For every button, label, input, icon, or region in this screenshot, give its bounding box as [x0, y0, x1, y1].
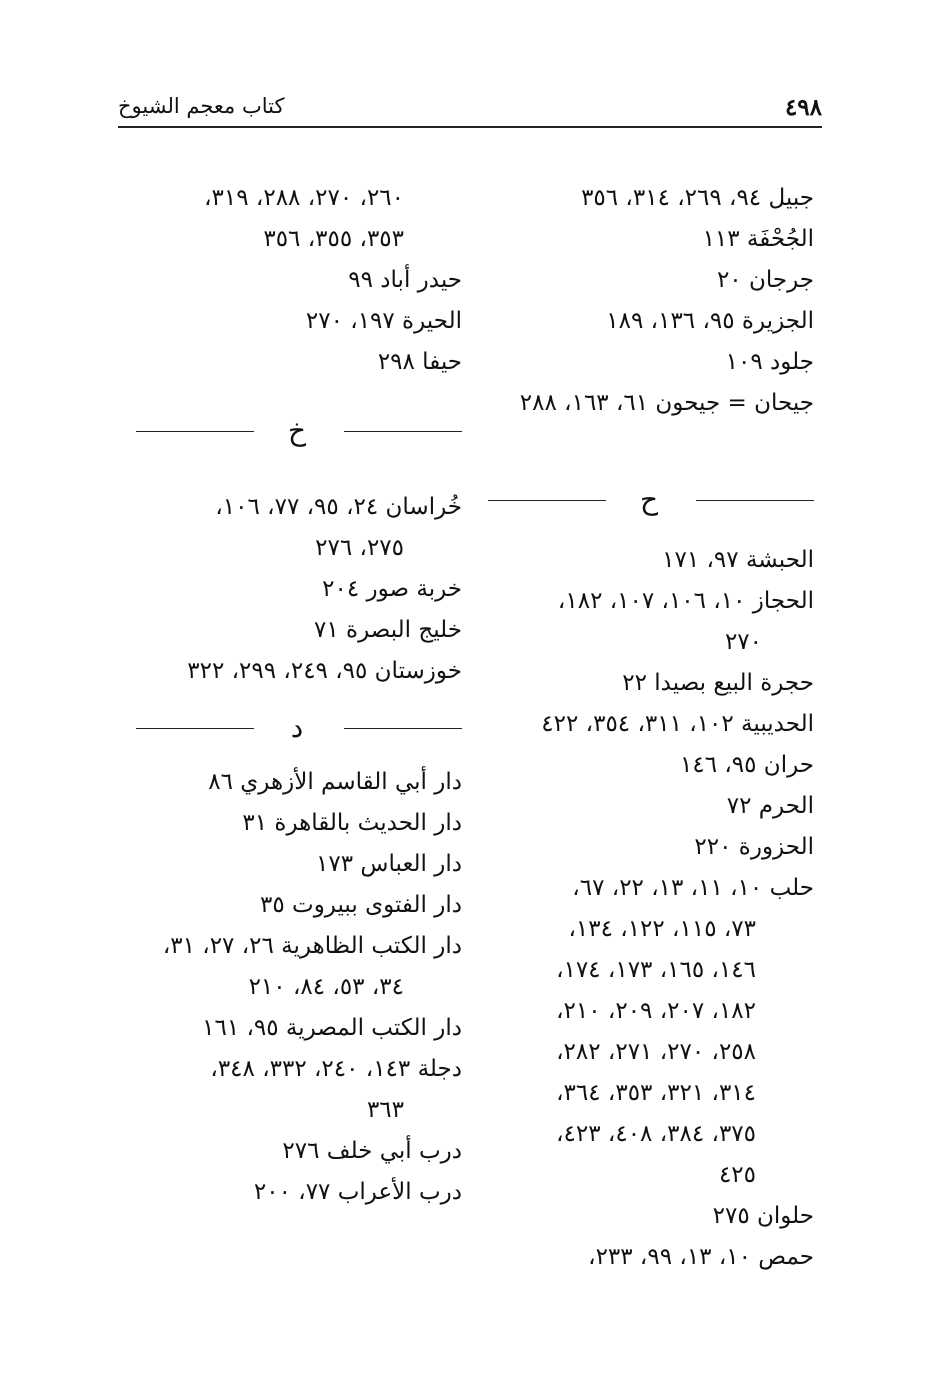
index-entry-continuation: ٢٥٨، ٢٧٠، ٢٧١، ٢٨٢،	[556, 1039, 756, 1065]
index-entry: حجرة البيع بصيدا ٢٢	[622, 670, 814, 696]
index-entry: الحزورة ٢٢٠	[694, 834, 814, 860]
index-entry: دجلة ١٤٣، ٢٤٠، ٣٣٢، ٣٤٨،	[210, 1056, 462, 1082]
index-entry: حيدر أباد ٩٩	[348, 267, 462, 293]
section-heading-khaa	[132, 405, 462, 457]
header-rule	[118, 126, 822, 128]
page-header	[118, 94, 822, 124]
index-entry-continuation: ٣٥٣، ٣٥٥، ٣٥٦	[263, 226, 404, 252]
index-entry: الجزيرة ٩٥، ١٣٦، ١٨٩	[606, 308, 814, 334]
section-letter: خ	[287, 414, 307, 447]
index-entry-continuation: ١٨٢، ٢٠٧، ٢٠٩، ٢١٠،	[556, 998, 756, 1024]
index-entry: حمص ١٠، ١٣، ٩٩، ٢٣٣،	[588, 1244, 814, 1270]
index-entry: دار الفتوى ببيروت ٣٥	[260, 892, 462, 918]
index-entry: حران ٩٥، ١٤٦	[679, 752, 814, 778]
index-entry-continuation: ٣٦٣	[366, 1097, 404, 1123]
section-heading-haa	[484, 474, 814, 526]
index-entry-continuation: ٤٢٥	[718, 1162, 756, 1188]
section-heading-dal	[132, 702, 462, 754]
index-entry-continuation: ١٤٦، ١٦٥، ١٧٣، ١٧٤،	[556, 957, 756, 983]
book-title: كتاب معجم الشيوخ	[118, 94, 285, 118]
page-number: ٤٩٨	[784, 94, 822, 121]
index-entry: دار الحديث بالقاهرة ٣١	[242, 810, 462, 836]
index-entry: الحجاز ١٠، ١٠٦، ١٠٧، ١٨٢،	[557, 588, 814, 614]
index-entry: جرجان ٢٠	[716, 267, 814, 293]
index-entry: جبيل ٩٤، ٢٦٩، ٣١٤، ٣٥٦	[581, 185, 814, 211]
index-column-right	[484, 178, 814, 1278]
index-entry-continuation: ٣٧٥، ٣٨٤، ٤٠٨، ٤٢٣،	[556, 1121, 756, 1147]
index-entry: خليج البصرة ٧١	[314, 617, 462, 643]
index-column-left	[132, 178, 462, 1213]
index-entry: جلود ١٠٩	[725, 349, 814, 375]
index-entry-continuation: ٢٧٠	[724, 629, 762, 655]
index-entry: خوزستان ٩٥، ٢٤٩، ٢٩٩، ٣٢٢	[187, 658, 462, 684]
index-entry-continuation: ٣١٤، ٣٢١، ٣٥٣، ٣٦٤،	[556, 1080, 756, 1106]
index-entry: الحديبية ١٠٢، ٣١١، ٣٥٤، ٤٢٢	[541, 711, 814, 737]
section-rule	[136, 431, 254, 432]
section-rule	[488, 500, 606, 501]
index-entry: خربة صور ٢٠٤	[322, 576, 462, 602]
index-entry: دار الكتب المصرية ٩٥، ١٦١	[202, 1015, 462, 1041]
index-entry: الحبشة ٩٧، ١٧١	[662, 547, 814, 573]
index-entry: دار الكتب الظاهرية ٢٦، ٢٧، ٣١،	[162, 933, 462, 959]
section-rule	[136, 728, 254, 729]
index-entry: الجُحْفَة ١١٣	[702, 226, 814, 252]
index-entry: حلوان ٢٧٥	[712, 1203, 814, 1229]
index-entry: جيحان = جيحون ٦١، ١٦٣، ٢٨٨	[519, 390, 814, 416]
index-entry-continuation: ٢٦٠، ٢٧٠، ٢٨٨، ٣١٩،	[204, 185, 404, 211]
index-entry-continuation: ٧٣، ١١٥، ١٢٢، ١٣٤،	[568, 916, 756, 942]
index-entry-continuation: ٢٧٥، ٢٧٦	[315, 535, 404, 561]
section-letter: ح	[639, 483, 659, 516]
index-entry: حيفا ٢٩٨	[377, 349, 462, 375]
index-entry: الحيرة ١٩٧، ٢٧٠	[305, 308, 462, 334]
index-entry: درب أبي خلف ٢٧٦	[282, 1138, 462, 1164]
section-letter: د	[290, 711, 304, 744]
index-entry: دار أبي القاسم الأزهري ٨٦	[208, 769, 462, 795]
index-entry: درب الأعراب ٧٧، ٢٠٠	[253, 1179, 462, 1205]
index-entry: حلب ١٠، ١١، ١٣، ٢٢، ٦٧،	[572, 875, 814, 901]
index-entry-continuation: ٣٤، ٥٣، ٨٤، ٢١٠	[248, 974, 404, 1000]
index-entry: خُراسان ٢٤، ٩٥، ٧٧، ١٠٦،	[215, 494, 462, 520]
index-entry: دار العباس ١٧٣	[316, 851, 462, 877]
index-entry: الحرم ٧٢	[726, 793, 814, 819]
